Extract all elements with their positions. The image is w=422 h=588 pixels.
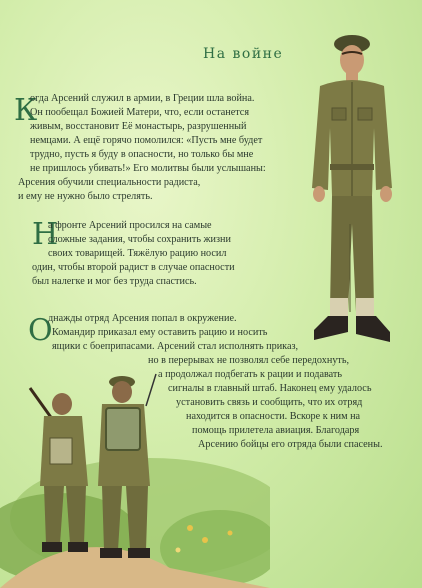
soldier-illustration — [300, 28, 406, 354]
paragraph-3-line: Командир приказал ему оставить рацию и носить — [52, 327, 268, 338]
paragraph-2-line: сложные задания, чтобы сохранить жизни — [48, 234, 231, 245]
paragraph-3-line: днажды отряд Арсения попал в окружение. — [48, 313, 237, 324]
paragraph-3-line: а продолжал подбегать к рации и подавать — [158, 369, 343, 380]
paragraph-1 — [18, 92, 266, 204]
paragraph-3-line: установить связь и сообщить, что их отряд — [176, 397, 363, 408]
paragraph-3-line: но в перерывах не позволял себе передохнуть, — [148, 355, 350, 366]
paragraph-2 — [32, 219, 235, 289]
paragraph-1-line: Арсения обучили специальности радиста, — [18, 177, 201, 188]
paragraph-3-line: помощь прилетела авиация. Благодаря — [192, 425, 360, 436]
paragraph-3-line: находится в опасности. Вскоре к ним на — [186, 411, 361, 422]
paragraph-1-line: живым, восстановит Её монастырь, разрушенный — [30, 121, 247, 132]
paragraph-1-line: огда Арсений служил в армии, в Греции шла война. — [30, 93, 255, 104]
page-title: На войне — [203, 46, 284, 62]
paragraph-1-line: Он пообещал Божией Матери, что, если останется — [30, 107, 250, 118]
paragraph-2-line: своих товарищей. Тяжёлую рацию носил — [48, 248, 227, 259]
paragraph-2-line: а фронте Арсений просился на самые — [48, 220, 212, 231]
paragraph-1-line: трудно, пусть я буду в опасности, но только бы мне — [30, 149, 254, 160]
paragraph-1-dropcap: К — [14, 93, 38, 128]
paragraph-1-line: и ему не нужно было стрелять. — [18, 191, 153, 202]
paragraph-3-line: Арсению бойцы его отряда были спасены. — [198, 439, 383, 450]
paragraph-3-line: ящики с боеприпасами. Арсений стал исполнять приказ, — [52, 341, 299, 352]
paragraph-2-line: один, чтобы второй радист в случае опасности — [32, 262, 235, 273]
paragraph-1-line: не пришлось убивать!» Его молитвы были услышаны: — [30, 163, 266, 174]
soldiers-scene-illustration — [0, 368, 270, 588]
paragraph-3-dropcap: О — [28, 313, 53, 348]
paragraph-2-line: был налегке и мог без труда спастись. — [32, 276, 197, 287]
paragraph-1-line: немцами. А ещё горячо помолился: «Пусть мне будет — [30, 135, 263, 146]
paragraph-2-dropcap: Н — [32, 217, 59, 252]
paragraph-3-line: сигналы в главный штаб. Наконец ему удалось — [168, 383, 372, 394]
